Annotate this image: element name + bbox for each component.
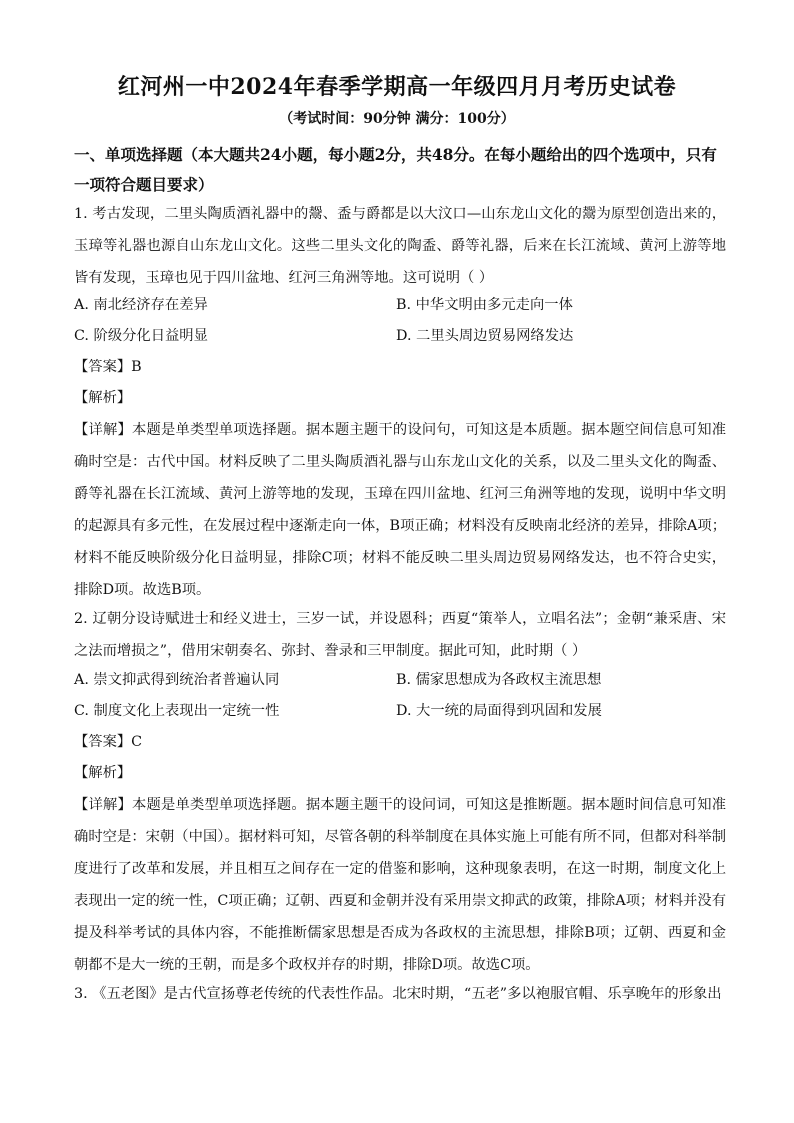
question-2-option-a: A. 崇文抑武得到统治者普遍认同 — [74, 672, 280, 688]
question-2-option-d: D. 大一统的局面得到巩固和发展 — [396, 703, 602, 719]
question-2-option-c: C. 制度文化上表现出一定统一性 — [74, 703, 280, 719]
exam-subtitle: （考试时间：90分钟 满分：100分） — [279, 111, 515, 127]
question-3-stem: 3. 《五老图》是古代宣扬尊老传统的代表性作品。北宋时期，“五老”多以袍服官帽、乐享晚年的形象出 — [74, 986, 722, 1002]
question-1-stem: 1. 考古发现，二里头陶质酒礼器中的鬶、盉与爵都是以大汶口—山东龙山文化的鬶为原型创造出来的，玉璋等礼器也源自山东龙山文化。这些二里头文化的陶盉、爵等礼器，后来在长江流域、黄河上游等地皆有发现，玉璋也见于四川盆地、红河三角洲等地。这可说明（ ） — [74, 206, 726, 286]
question-1-option-d: D. 二里头周边贸易网络发达 — [396, 328, 574, 344]
question-2-option-b: B. 儒家思想成为各政权主流思想 — [396, 672, 602, 688]
question-2-analysis-label: 【解析】 — [74, 765, 132, 781]
question-2-stem: 2. 辽朝分设诗赋进士和经义进士，三岁一试，并设恩科；西夏“策举人，立唱名法”；金朝“兼采唐、宋之法而增损之”，借用宋朝奏名、弥封、誊录和三甲制度。据此可知，此时期（ ） — [74, 611, 726, 659]
question-2-answer: 【答案】C — [74, 734, 143, 750]
question-1-answer: 【答案】B — [74, 359, 142, 375]
question-1-option-a: A. 南北经济存在差异 — [74, 297, 208, 313]
question-2-detail: 【详解】本题是单类型单项选择题。据本题主题干的设问词，可知这是推断题。据本题时间信息可知准确时空是：宋朝（中国）。据材料可知，尽管各朝的科举制度在具体实施上可能有所不同，但都对科举制度进行了改革和发展，并且相互之间存在一定的借鉴和影响，这种现象表明，在这一时期，制度文化上表现出一定的统一性，C项正确；辽朝、西夏和金朝并没有采用崇文抑武的政策，排除A项；材料并没有提及科举考试的具体内容，不能推断儒家思想是否成为各政权的主流思想，排除B项；辽朝、西夏和金朝都不是大一统的王朝，而是多个政权并存的时期，排除D项。故选C项。 — [74, 797, 726, 973]
question-1-detail: 【详解】本题是单类型单项选择题。据本题主题干的设问句，可知这是本质题。据本题空间信息可知准确时空是：古代中国。材料反映了二里头陶质酒礼器与山东龙山文化的关系，以及二里头文化的陶盉、爵等礼器在长江流域、黄河上游等地的发现，玉璋在四川盆地、红河三角洲等地的发现，说明中华文明的起源具有多元性，在发展过程中逐渐走向一体，B项正确；材料没有反映南北经济的差异，排除A项；材料不能反映阶级分化日益明显，排除C项；材料不能反映二里头周边贸易网络发达，也不符合史实，排除D项。故选B项。 — [74, 422, 726, 598]
exam-title: 红河州一中2024年春季学期高一年级四月月考历史试卷 — [117, 74, 677, 100]
section-heading: 一、单项选择题（本大题共24小题，每小题2分，共48分。在每小题给出的四个选项中，只有一项符合题目要求） — [74, 145, 717, 194]
question-1-analysis-label: 【解析】 — [74, 390, 132, 406]
question-1-option-b: B. 中华文明由多元走向一体 — [396, 297, 573, 313]
question-1-option-c: C. 阶级分化日益明显 — [74, 328, 208, 344]
